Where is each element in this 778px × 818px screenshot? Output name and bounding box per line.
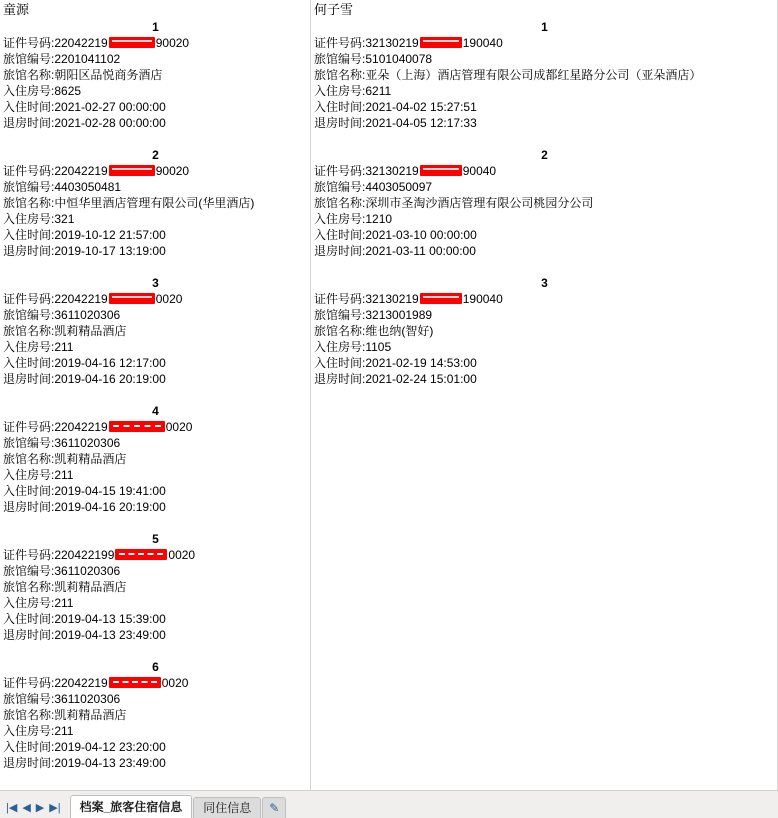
redaction-bar: [420, 293, 462, 304]
record-index[interactable]: 1: [541, 20, 548, 34]
sheet-nav-arrow-2[interactable]: ▶: [35, 801, 45, 814]
field-value: 2021-02-28 00:00:00: [54, 116, 166, 130]
field-label: 退房时间:: [314, 372, 366, 386]
record-field[interactable]: [0, 547, 311, 563]
field-value: 2201041102: [54, 52, 121, 66]
redaction-bar: [420, 37, 462, 48]
field-value-suffix: 0020: [165, 420, 193, 434]
owner-name[interactable]: 童源: [3, 2, 30, 17]
field-value: 5101040078: [365, 52, 433, 66]
field-value: 1105: [365, 340, 392, 354]
redaction-bar: [115, 549, 167, 560]
sheet-tab-add[interactable]: ✎: [262, 797, 286, 818]
column-right[interactable]: [311, 0, 778, 403]
field-value-suffix: 0020: [155, 292, 183, 306]
record-field[interactable]: [0, 51, 311, 67]
record-field[interactable]: [311, 83, 778, 99]
blank-row[interactable]: [311, 131, 778, 147]
record-field[interactable]: [0, 355, 311, 371]
field-value: 2021-02-24 15:01:00: [365, 372, 477, 386]
record-field[interactable]: [0, 307, 311, 323]
field-label: 退房时间:: [314, 244, 366, 258]
record-field[interactable]: [311, 291, 778, 307]
record-index[interactable]: 5: [152, 532, 159, 546]
field-value: 2019-04-15 19:41:00: [54, 484, 166, 498]
field-value: 6211: [365, 84, 392, 98]
field-value: 2021-02-27 00:00:00: [54, 100, 166, 114]
record-index[interactable]: 2: [541, 148, 548, 162]
field-label: 旅馆编号:: [3, 564, 55, 578]
record-field[interactable]: [0, 691, 311, 707]
record-index[interactable]: 4: [152, 404, 159, 418]
field-label: 入住时间:: [3, 484, 55, 498]
record-index[interactable]: 3: [541, 276, 548, 290]
record-field[interactable]: [0, 243, 311, 259]
field-label: 入住房号:: [3, 468, 55, 482]
record-field[interactable]: [0, 115, 311, 131]
field-value-suffix: 90020: [155, 36, 190, 50]
field-value: 朝阳区品悦商务酒店: [54, 68, 163, 82]
field-value-suffix: 190040: [462, 36, 503, 50]
field-label: 旅馆名称:: [3, 196, 55, 210]
field-label: 旅馆名称:: [3, 708, 55, 722]
field-value: 深圳市圣淘沙酒店管理有限公司桃园分公司: [365, 196, 594, 210]
field-value: 亚朵（上海）酒店管理有限公司成都红星路分公司（亚朵酒店）: [365, 68, 702, 82]
record-field[interactable]: [0, 83, 311, 99]
field-value: 321: [54, 212, 75, 226]
field-label: 旅馆编号:: [314, 180, 366, 194]
field-label: 退房时间:: [3, 628, 55, 642]
field-value-suffix: 90020: [155, 164, 190, 178]
sheet-tab-1[interactable]: 同住信息: [193, 797, 261, 818]
record-field[interactable]: [311, 99, 778, 115]
blank-row[interactable]: [311, 259, 778, 275]
field-label: 入住房号:: [3, 724, 55, 738]
field-value: 凯莉精品酒店: [54, 708, 127, 722]
record-field[interactable]: [311, 371, 778, 387]
field-label: 证件号码:32130219: [314, 36, 419, 50]
field-value: 3611020306: [54, 564, 121, 578]
record-index[interactable]: 6: [152, 660, 159, 674]
field-label: 退房时间:: [3, 756, 55, 770]
blank-row[interactable]: [0, 259, 311, 275]
record-field[interactable]: [0, 163, 311, 179]
field-value: 2019-04-16 20:19:00: [54, 500, 166, 514]
owner-name[interactable]: 何子雪: [314, 2, 354, 17]
record-field[interactable]: [0, 35, 311, 51]
record-field[interactable]: [311, 355, 778, 371]
record-field[interactable]: [311, 307, 778, 323]
field-label: 证件号码:22042219: [3, 164, 108, 178]
field-value: 2019-04-16 12:17:00: [54, 356, 166, 370]
field-label: 入住房号:: [3, 596, 55, 610]
field-value: 1210: [365, 212, 393, 226]
record-field[interactable]: [0, 339, 311, 355]
record-field[interactable]: [0, 323, 311, 339]
record-field[interactable]: [311, 51, 778, 67]
record-field[interactable]: [311, 243, 778, 259]
record-field[interactable]: [0, 707, 311, 723]
redaction-bar: [109, 165, 155, 176]
record-field[interactable]: [0, 723, 311, 739]
field-label: 入住时间:: [314, 100, 366, 114]
sheet-tab-0[interactable]: 档案_旅客住宿信息: [70, 795, 193, 818]
field-value: 2019-04-12 23:20:00: [54, 740, 166, 754]
field-value-suffix: 0020: [161, 676, 189, 690]
record-field[interactable]: [0, 371, 311, 387]
sheet-nav-arrow-1[interactable]: ◀: [22, 801, 31, 814]
redaction-bar: [109, 677, 161, 688]
field-label: 旅馆名称:: [314, 68, 366, 82]
sheet-nav-arrows[interactable]: [0, 798, 70, 818]
record-field[interactable]: [0, 227, 311, 243]
record-field[interactable]: [0, 435, 311, 451]
field-value: 211: [54, 724, 74, 738]
record-index[interactable]: 3: [152, 276, 159, 290]
field-label: 旅馆名称:: [3, 580, 55, 594]
field-label: 退房时间:: [3, 116, 55, 130]
record-field[interactable]: [0, 467, 311, 483]
blank-row[interactable]: [0, 387, 311, 403]
blank-row[interactable]: [0, 643, 311, 659]
record-field[interactable]: [0, 611, 311, 627]
sheet-tab-bar[interactable]: [0, 790, 778, 818]
field-value: 凯莉精品酒店: [54, 452, 127, 466]
field-label: 入住时间:: [3, 228, 55, 242]
field-label: 入住时间:: [3, 356, 55, 370]
sheet-nav-arrow-0[interactable]: |◀: [6, 801, 18, 814]
field-label: 入住时间:: [3, 612, 55, 626]
sheet-tabs[interactable]: [70, 795, 288, 818]
record-field[interactable]: [0, 179, 311, 195]
record-index[interactable]: 1: [152, 20, 159, 34]
record-field[interactable]: [0, 67, 311, 83]
field-value: 2019-10-12 21:57:00: [54, 228, 166, 242]
record-field[interactable]: [311, 35, 778, 51]
field-value: 凯莉精品酒店: [54, 324, 127, 338]
blank-row[interactable]: [311, 387, 778, 403]
field-value: 2021-03-10 00:00:00: [365, 228, 477, 242]
record-field[interactable]: [0, 291, 311, 307]
field-value: 中恒华里酒店管理有限公司(华里酒店): [54, 196, 255, 210]
field-label: 旅馆编号:: [314, 52, 366, 66]
field-value-suffix: 190040: [462, 292, 503, 306]
field-label: 入住时间:: [314, 356, 366, 370]
field-label: 入住时间:: [3, 100, 55, 114]
redaction-bar: [109, 421, 165, 432]
blank-row[interactable]: [0, 515, 311, 531]
sheet-nav-arrow-3[interactable]: ▶|: [49, 801, 61, 814]
record-field[interactable]: [0, 195, 311, 211]
field-value: 维也纳(智好): [365, 324, 434, 338]
field-label: 证件号码:22042219: [3, 676, 108, 690]
record-index[interactable]: 2: [152, 148, 159, 162]
field-label: 证件号码:22042219: [3, 420, 108, 434]
record-field[interactable]: [0, 563, 311, 579]
field-label: 旅馆编号:: [3, 308, 55, 322]
field-label: 证件号码:32130219: [314, 164, 419, 178]
field-value-suffix: 0020: [168, 548, 196, 562]
redaction-bar: [420, 165, 462, 176]
field-label: 证件号码:220422199: [3, 548, 115, 562]
record-field[interactable]: [0, 739, 311, 755]
record-field[interactable]: [311, 227, 778, 243]
field-value: 211: [54, 340, 74, 354]
field-value: 2021-04-02 15:27:51: [365, 100, 477, 114]
field-value: 2021-04-05 12:17:33: [365, 116, 477, 130]
field-value: 4403050097: [365, 180, 433, 194]
field-value: 2021-02-19 14:53:00: [365, 356, 477, 370]
record-field[interactable]: [0, 419, 311, 435]
field-label: 退房时间:: [3, 244, 55, 258]
record-field[interactable]: [311, 195, 778, 211]
field-label: 旅馆编号:: [3, 180, 55, 194]
field-label: 入住时间:: [314, 228, 366, 242]
field-label: 旅馆名称:: [3, 452, 55, 466]
field-label: 旅馆编号:: [3, 692, 55, 706]
field-value: 3213001989: [365, 308, 433, 322]
blank-row[interactable]: [0, 771, 311, 787]
field-value: 凯莉精品酒店: [54, 580, 127, 594]
record-field[interactable]: [0, 483, 311, 499]
field-value: 211: [54, 468, 74, 482]
record-field[interactable]: [311, 211, 778, 227]
record-field[interactable]: [0, 755, 311, 771]
field-label: 旅馆名称:: [314, 196, 366, 210]
field-label: 退房时间:: [314, 116, 366, 130]
record-field[interactable]: [311, 339, 778, 355]
field-label: 入住房号:: [3, 84, 55, 98]
field-label: 入住房号:: [314, 84, 366, 98]
column-left[interactable]: [0, 0, 311, 787]
field-value: 2019-04-13 15:39:00: [54, 612, 166, 626]
field-label: 旅馆名称:: [3, 68, 55, 82]
record-field[interactable]: [0, 99, 311, 115]
record-field[interactable]: [311, 323, 778, 339]
field-label: 旅馆编号:: [3, 52, 55, 66]
record-field[interactable]: [311, 163, 778, 179]
field-value: 2021-03-11 00:00:00: [365, 244, 476, 258]
record-field[interactable]: [0, 451, 311, 467]
field-label: 入住房号:: [314, 340, 366, 354]
field-label: 旅馆编号:: [314, 308, 366, 322]
field-label: 入住时间:: [3, 740, 55, 754]
record-field[interactable]: [0, 211, 311, 227]
field-value: 2019-04-13 23:49:00: [54, 756, 166, 770]
field-label: 证件号码:22042219: [3, 36, 108, 50]
field-value: 4403050481: [54, 180, 122, 194]
redaction-bar: [109, 293, 155, 304]
record-field[interactable]: [311, 179, 778, 195]
record-field[interactable]: [0, 579, 311, 595]
field-value: 3611020306: [54, 436, 121, 450]
blank-row[interactable]: [0, 131, 311, 147]
record-field[interactable]: [0, 627, 311, 643]
field-value: 211: [54, 596, 74, 610]
field-label: 入住房号:: [3, 340, 55, 354]
field-label: 旅馆编号:: [3, 436, 55, 450]
field-label: 证件号码:22042219: [3, 292, 108, 306]
field-value: 2019-04-13 23:49:00: [54, 628, 166, 642]
field-label: 旅馆名称:: [314, 324, 366, 338]
field-label: 退房时间:: [3, 372, 55, 386]
field-label: 入住房号:: [3, 212, 55, 226]
field-label: 入住房号:: [314, 212, 366, 226]
field-value: 8625: [54, 84, 82, 98]
field-label: 证件号码:32130219: [314, 292, 419, 306]
record-field[interactable]: [311, 115, 778, 131]
field-value: 2019-04-16 20:19:00: [54, 372, 166, 386]
field-value: 3611020306: [54, 308, 121, 322]
field-value-suffix: 90040: [462, 164, 497, 178]
record-field[interactable]: [0, 595, 311, 611]
record-field[interactable]: [0, 499, 311, 515]
field-value: 2019-10-17 13:19:00: [54, 244, 166, 258]
field-value: 3611020306: [54, 692, 121, 706]
redaction-bar: [109, 37, 155, 48]
record-field[interactable]: [311, 67, 778, 83]
field-label: 旅馆名称:: [3, 324, 55, 338]
record-field[interactable]: [0, 675, 311, 691]
field-label: 退房时间:: [3, 500, 55, 514]
